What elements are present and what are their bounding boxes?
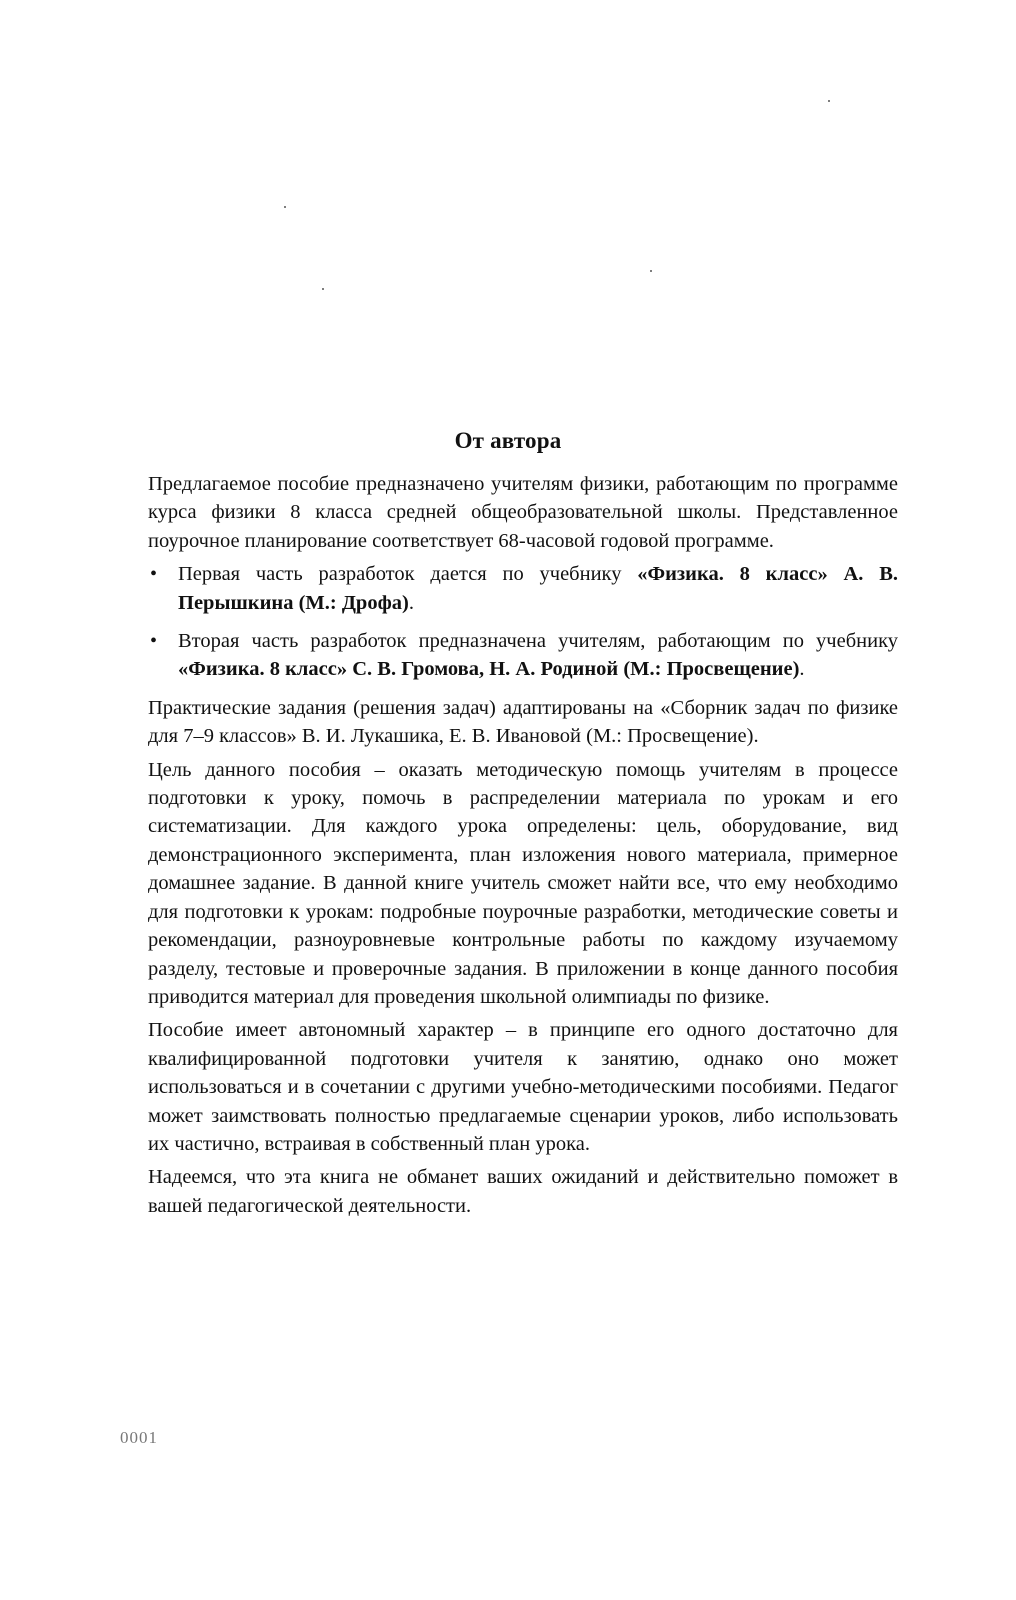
list-item — [148, 560, 898, 617]
list-item-text: Вторая часть разработок предназначена учителям, работающим по учебнику — [178, 630, 898, 653]
bullet-icon: • — [150, 630, 158, 653]
scan-speck — [322, 288, 324, 290]
paragraph-goal: Цель данного пособия – оказать методическую помощь учителям в процессе подготовки к уроку, помочь в распределении материала по урокам и его систематизации. Для каждого урока определены: цель, оборудование, вид демонстрационного эксперимента, план изложения нового материала, примерное домашнее задание. В данной книге учитель сможет найти все, что ему необходимо для подготовки к урокам: подробные поурочные разработки, методические советы и рекомендации, разноуровневые контрольные работы по каждому изучаемому разделу, тестовые и проверочные задания. В приложении в конце данного пособия приводится материал для проведения школьной олимпиады по физике. — [148, 758, 898, 1008]
intro-paragraph: Предлагаемое пособие предназначено учителям физики, работающим по программе курса физики 8 класса средней общеобразовательной школы. Представленное поурочное планирование соответствует 68-часовой годовой программе. — [148, 473, 898, 552]
scan-speck — [828, 100, 830, 102]
list-item — [148, 627, 898, 684]
textbook-list — [148, 560, 898, 684]
list-item-end: . — [799, 658, 805, 681]
list-item-text: Первая часть разработок дается по учебнику — [178, 563, 638, 586]
page-title: От автора — [454, 428, 562, 453]
scan-speck — [284, 206, 286, 208]
bullet-icon: • — [150, 563, 158, 586]
list-item-end: . — [408, 591, 414, 614]
body-text — [148, 470, 898, 1225]
paragraph-closing: Надеемся, что эта книга не обманет ваших ожиданий и действительно поможет в вашей педагогической деятельности. — [148, 1166, 898, 1217]
footer-mark: 0001 — [120, 1428, 158, 1447]
list-item-bold: «Физика. 8 класс» С. В. Громова, Н. А. Родиной (М.: Просвещение) — [178, 658, 800, 681]
list-item-bold: «Физика. 8 класс» А. В. Перышкина (М.: Дрофа) — [178, 563, 898, 614]
scan-speck — [650, 270, 652, 272]
paragraph-autonomy: Пособие имеет автономный характер – в принципе его одного достаточно для квалифицированной подготовки учителя к занятию, однако оно может использоваться и в сочетании с другими учебно-методическими пособиями. Педагог может заимствовать полностью предлагаемые сценарии уроков, либо использовать их частично, встраивая в собственный план урока. — [148, 1019, 898, 1155]
paragraph-tasks: Практические задания (решения задач) адаптированы на «Сборник задач по физике для 7–9 классов» В. И. Лукашика, Е. В. Ивановой (М.: Просвещение). — [148, 696, 898, 748]
